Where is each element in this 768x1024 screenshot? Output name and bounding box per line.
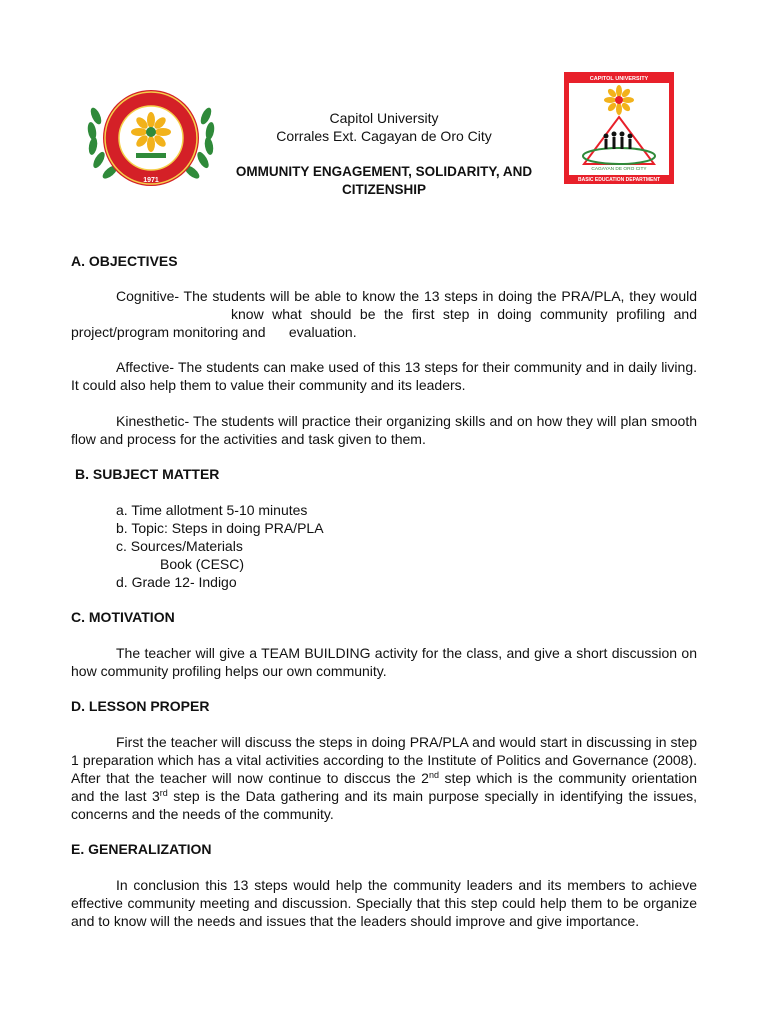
lesson-proper-text: First the teacher will discuss the steps in doing PRA/PLA and would start in discussing in step 1 preparation which has a vital activities according to the Institute of Politics and Governance (2008). After that the teacher will now continue to disccus the 2nd step which is the community orientation and the last 3rd step is the Data gathering and its main purpose specially in identifying the issues, concerns and the needs of the community. <box>71 734 697 822</box>
subject-item-time: a. Time allotment 5-10 minutes <box>116 502 308 518</box>
course-title-line2: CITIZENSHIP <box>341 182 426 197</box>
course-title-line1: OMMUNITY ENGAGEMENT, SOLIDARITY, AND <box>235 164 533 179</box>
logo-mid-text: CAGAYAN DE ORO CITY <box>591 167 647 172</box>
generalization-text: In conclusion this 13 steps would help the community leaders and its members to achieve effective community meeting and discussion. Specially that this step could help them to be organize and to know will the needs and issues that the leaders should improve and give importance. <box>71 877 697 929</box>
motivation-text: The teacher will give a TEAM BUILDING activity for the class, and give a short discussion on how community profiling helps our own community. <box>71 645 697 679</box>
logo-bottom-text: BASIC EDUCATION DEPARTMENT <box>577 177 661 183</box>
subject-item-topic: b. Topic: Steps in doing PRA/PLA <box>116 520 324 536</box>
subject-item-grade: d. Grade 12- Indigo <box>116 574 237 590</box>
objective-cognitive: Cognitive- The students will be able to know the 13 steps in doing the PRA/PLA, they wouldknow what should be the first step in doing community profiling and project/program monitoring and evaluation. <box>71 288 697 340</box>
logo-top-text: CAPITOL UNIVERSITY <box>589 76 649 82</box>
lesson-proper-heading: D. LESSON PROPER <box>71 698 210 714</box>
objective-affective: Affective- The students can make used of this 13 steps for their community and in daily living. It could also help them to value their community and its leaders. <box>71 359 697 393</box>
seal-year: 1971 <box>143 177 159 184</box>
motivation-heading: C. MOTIVATION <box>71 609 175 625</box>
objective-kinesthetic: Kinesthetic- The students will practice their organizing skills and on how they will plan smooth flow and process for the activities and task given to them. <box>71 413 697 447</box>
subject-item-book: Book (CESC) <box>160 556 245 572</box>
university-name: Capitol University <box>329 110 439 126</box>
university-address: Corrales Ext. Cagayan de Oro City <box>276 128 492 144</box>
objectives-heading: A. OBJECTIVES <box>71 253 178 269</box>
generalization-heading: E. GENERALIZATION <box>71 841 212 857</box>
subject-item-sources: c. Sources/Materials <box>116 538 243 554</box>
subject-matter-heading: B. SUBJECT MATTER <box>75 466 220 482</box>
